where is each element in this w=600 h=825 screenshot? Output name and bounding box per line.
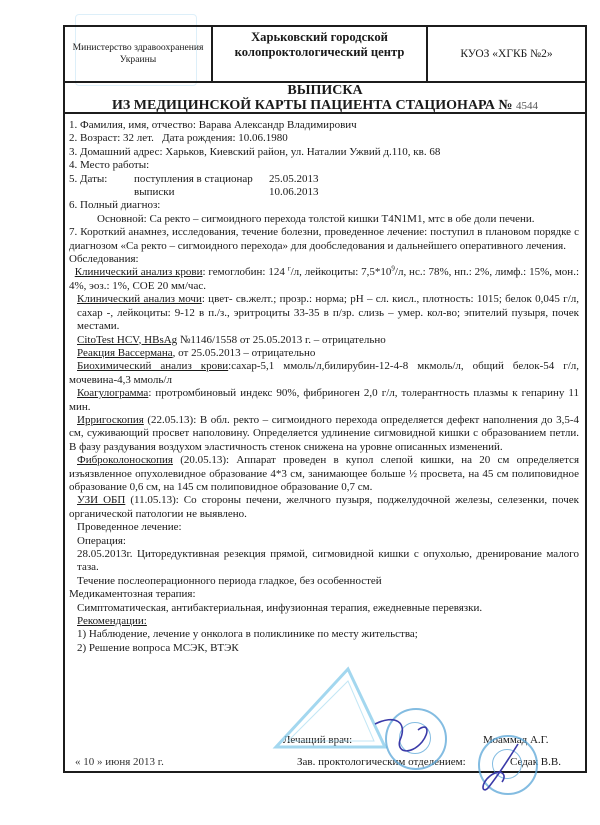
patient-work: 4. Место работы: bbox=[69, 159, 150, 172]
exam-wasserman: Реакция Вассермана, от 25.05.2013 – отрицательно bbox=[77, 346, 316, 359]
document-title bbox=[65, 81, 585, 114]
ministry-cell: Министерство здравоохранения Украины bbox=[65, 27, 213, 81]
exams-label: Обследования: bbox=[69, 253, 139, 266]
doctor-signature-icon bbox=[370, 712, 440, 762]
discharge-label: выписки bbox=[134, 186, 175, 199]
center-cell: Харьковский городской колопроктологический центр bbox=[213, 27, 428, 81]
exam-coagulogram: Коагулограмма: протромбиновый индекс 90%, фибриноген 2,0 г/л, толерантность плазмы к гепарину 11 мин. bbox=[69, 387, 579, 413]
head-label: Зав. проктологическим отделением: bbox=[297, 756, 466, 768]
recommendation-item: 2) Решение вопроса МСЭК, ВТЭК bbox=[77, 641, 239, 654]
admission-row bbox=[69, 173, 579, 186]
diagnosis-label: 6. Полный диагноз: bbox=[69, 199, 161, 212]
operation-text: 28.05.2013г. Циторедуктивная резекция прямой, сигмовидной кишки с опухолью, дренирование малого таза. bbox=[77, 548, 579, 574]
exam-ultrasound: УЗИ ОБП (11.05.13): Со стороны печени, желчного пузыря, поджелудочной железы, селезенки, почек органической патологии не выявлено. bbox=[69, 494, 579, 520]
diagnosis-main: Основной: Са ректо – сигмоидного перехода толстой кишки T4N1M1, мтс в обе доли печени. bbox=[97, 212, 535, 225]
title-line-2: ИЗ МЕДИЦИНСКОЙ КАРТЫ ПАЦИЕНТА СТАЦИОНАРА № 4544 bbox=[111, 98, 538, 113]
discharge-row bbox=[69, 186, 579, 199]
exam-blood-clinical: Клинический анализ крови: гемоглобин: 124 $^г$/л, лейкоциты: $7,5*10^9/л$, нс.: 78%, нп.: 2%, лимф.: 15%, мон.: 4%, эоз.: 1%, СОЕ 20 мм/час. bbox=[69, 264, 579, 292]
title-line-1: ВЫПИСКА bbox=[287, 83, 363, 98]
exam-citotest: CitoTest HCV, HBsAg №1146/1558 от 25.05.2013 г. – отрицательно bbox=[77, 333, 386, 346]
admission-date: 25.05.2013 bbox=[269, 172, 319, 185]
exam-colonoscopy: Фиброколоноскопия (20.05.13): Аппарат проведен в купол слепой кишки, на 20 см определяется изъязвленное опухолевидное образование 4*3 см, занимающее больше ½ просвета, на 45 см полиповидное образование 0,6 см, на 145 см полиповидное образование 0,7 см. bbox=[69, 454, 579, 493]
card-number: 4544 bbox=[516, 100, 538, 112]
admission-label: поступления в стационар bbox=[134, 172, 253, 185]
doctor-name: Моаммад А.Г. bbox=[483, 734, 549, 746]
document-frame bbox=[63, 25, 587, 773]
patient-address: 3. Домашний адрес: Харьков, Киевский район, ул. Наталии Ужвий д.110, кв. 68 bbox=[69, 145, 441, 158]
treatment-label: Проведенное лечение: bbox=[77, 521, 182, 534]
recommendation-item: 1) Наблюдение, лечение у онколога в поликлинике по месту жительства; bbox=[77, 628, 418, 641]
exam-urine-clinical: Клинический анализ мочи: цвет- св.желт.; прозр.: норма; pH – сл. кисл., плотность: 1015; белок 0,045 г/л, сахар -, лейкоциты: 9-12 в п./з., эритроциты 33-35 в п/зр. слизь – умер. кол-во; эпителий пузыря, почек местами. bbox=[77, 293, 579, 333]
recommendations-label: Рекомендации: bbox=[77, 615, 147, 628]
head-name: Седак В.В. bbox=[510, 756, 561, 768]
drug-therapy-label: Медикаментозная терапия: bbox=[69, 588, 196, 601]
doctor-label: Лечащий врач: bbox=[283, 734, 353, 746]
patient-name: 1. Фамилия, имя, отчество: Варава Александр Владимирович bbox=[69, 119, 357, 131]
drug-therapy-text: Симптоматическая, антибактериальная, инфузионная терапия, ежедневные перевязки. bbox=[77, 601, 483, 614]
exam-title: Клинический анализ крови bbox=[74, 266, 203, 279]
exam-biochem: Биохимический анализ крови:сахар-5,1 ммоль/л,билирубин-12-4-8 мкмоль/л, общий белок-54 г/л, мочевина-4,3 ммоль/л bbox=[69, 360, 579, 386]
head-signature-icon bbox=[478, 740, 538, 795]
patient-age: 2. Возраст: 32 лет. Дата рождения: 10.06.1980 bbox=[69, 132, 288, 145]
dates-label: 5. Даты: bbox=[69, 172, 108, 185]
postop-text: Течение послеоперационного периода гладкое, без особенностей bbox=[77, 574, 382, 587]
document-date: « 10 » июня 2013 г. bbox=[75, 756, 164, 768]
discharge-date: 10.06.2013 bbox=[269, 186, 319, 199]
document-body bbox=[69, 119, 579, 655]
exam-irrigoscopy: Ирригоскопия (22.05.13): В обл. ректо – сигмоидного перехода определяется дефект наполнения до 3,5-4 см, суживающий просвет наполовину. Определяется удлинение сигмовидной кишки с образованием петли. В фазу раздувания воздухом эластичность стенок снижена на уровне описанных изменений. bbox=[69, 413, 579, 453]
document-header bbox=[65, 27, 585, 83]
anamnesis: 7. Короткий анамнез, исследования, течение болезни, проведенное лечение: поступил в плановом порядке с диагнозом «Са ректо – сигмоидного перехода» для дообследования и дальнейшего оперативного лечения. bbox=[69, 226, 579, 252]
hospital-cell: КУОЗ «ХГКБ №2» bbox=[460, 48, 553, 60]
operation-label: Операция: bbox=[77, 534, 126, 547]
